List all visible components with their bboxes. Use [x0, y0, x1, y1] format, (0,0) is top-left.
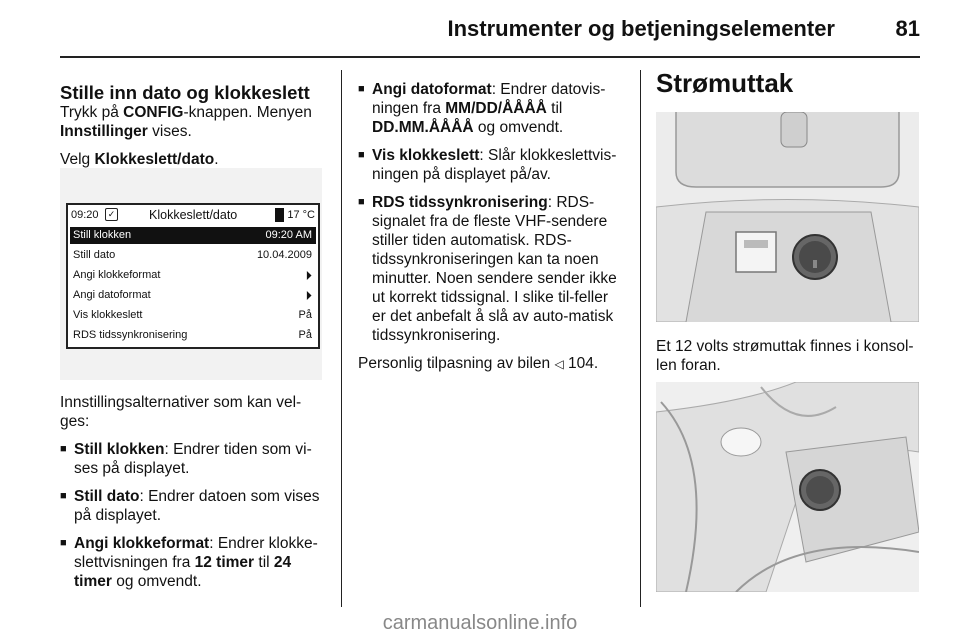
footer-watermark: carmanualsonline.info	[382, 612, 578, 634]
section-heading-date-time: Stille inn dato og klokkeslett	[60, 82, 310, 103]
header-rule	[60, 56, 920, 58]
paragraph-personal-settings: Personlig tilpasning av bilen ◁ 104.	[358, 355, 599, 372]
column-divider-2	[640, 70, 641, 607]
lcd-row-vis-klokkeslett[interactable]: Vis klokkeslett På	[73, 309, 312, 321]
column-divider-1	[341, 70, 342, 607]
list-item: ■ Angi klokkeformat: Endrer klokke-slettvisningen fra 12 timer til 24 timer og omvendt.	[60, 534, 325, 591]
list-item: ■ Angi datoformat: Endrer datovis-ningen fra MM/DD/ÅÅÅÅ til DD.MM.ÅÅÅÅ og omvendt.	[358, 80, 623, 137]
column-2	[358, 80, 623, 383]
clock-icon: ✓	[105, 208, 118, 221]
page-header-title: Instrumenter og betjeningselementer	[447, 16, 835, 41]
paragraph-power-outlet: Et 12 volts strømuttak finnes i konsol-len foran.	[656, 338, 914, 374]
chevron-right-icon: ⏵	[305, 268, 312, 283]
power-outlet-photo-bottom	[656, 382, 919, 592]
list-item: ■ Still dato: Endrer datoen som vises på displayet.	[60, 487, 325, 525]
paragraph-config: Trykk på CONFIG-knappen. Menyen Innstillinger vises.	[60, 104, 312, 140]
list-item: ■ Vis klokkeslett: Slår klokkeslettvis-ningen på displayet på/av.	[358, 146, 623, 184]
lcd-row-datoformat[interactable]: Angi datoformat ⏵	[73, 288, 312, 303]
column-1	[60, 83, 325, 178]
chevron-right-icon: ⏵	[305, 288, 312, 303]
page-number: 81	[895, 16, 920, 41]
lcd-row-klokkeformat[interactable]: Angi klokkeformat ⏵	[73, 268, 312, 283]
options-list-continued	[358, 80, 623, 345]
lcd-screen	[66, 203, 320, 349]
lcd-row-rds[interactable]: RDS tidssynkronisering På	[73, 329, 312, 341]
section-heading-power-outlet: Strømuttak	[656, 68, 794, 98]
power-outlet-photo-top	[656, 112, 919, 322]
column-3	[656, 68, 921, 99]
column-1-lower	[60, 393, 325, 600]
list-item: ■ RDS tidssynkronisering: RDS-signalet fra de fleste VHF-sendere stiller tiden automatisk. RDS-tidssynkroniseringen kan ta noen minutter. Noen sendere sender ikke ut korrekt tidssignal. I slike til-feller er det anbefalt å slå av auto-matisk tidssynkronisering.	[358, 193, 623, 345]
lcd-time: 09:20	[71, 209, 99, 221]
cross-reference-icon: ◁	[554, 357, 564, 371]
paragraph-select: Velg Klokkeslett/dato.	[60, 151, 219, 168]
lcd-status-bar	[71, 208, 317, 224]
paragraph-options: Innstillingsalternativer som kan vel-ges:	[60, 394, 302, 430]
lcd-title: Klokkeslett/dato	[149, 208, 238, 222]
display-screenshot	[60, 168, 322, 380]
thermometer-icon	[275, 208, 284, 222]
lcd-row-still-dato[interactable]: Still dato 10.04.2009	[73, 249, 312, 261]
lcd-temperature: 17 °C	[287, 209, 315, 221]
options-list	[60, 440, 325, 591]
column-3-caption	[656, 337, 926, 384]
list-item: ■ Still klokken: Endrer tiden som vi-ses på displayet.	[60, 440, 325, 478]
lcd-row-still-klokken[interactable]: Still klokken 09:20 AM	[70, 227, 316, 244]
